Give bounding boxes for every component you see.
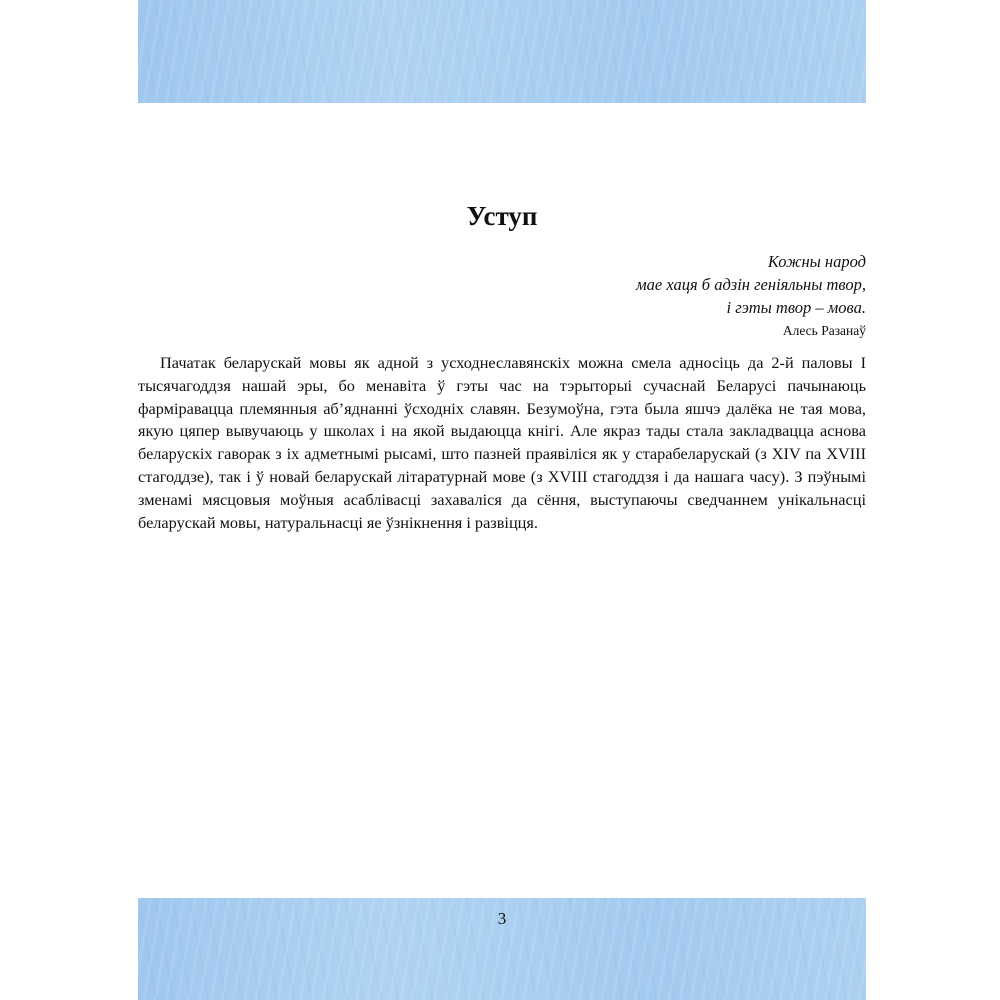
epigraph-line: і гэты твор – мова.: [726, 298, 866, 317]
page: [138, 0, 866, 1000]
top-decorative-band: [138, 0, 866, 103]
page-number: 3: [497, 909, 507, 928]
epigraph-line: мае хаця б адзін геніяльны твор,: [636, 275, 866, 294]
epigraph-author: Алесь Разанаў: [782, 323, 866, 338]
page-title: Уступ: [466, 201, 538, 231]
epigraph: [466, 250, 866, 343]
epigraph-line: Кожны народ: [767, 252, 866, 271]
body-paragraph: Пачатак беларускай мовы як аднoй з усходнеславянскіх можна смела адносіць да 2-й паловы I тысячагоддзя нашай эры, бо менавіта ў гэты час на тэрыторыі сучаснай Беларусі пачынаюць фарміравацца племянныя аб’яднанні ўсходніх славян. Безумоўна, гэта была яшчэ далёка не тая мова, якую цяпер вывучаюць у школах і на якой выдаюцца кнігі. Але якраз тады стала закладвацца аснова беларускіх гаворак з іх адметнымі рысамі, што пазней праявіліся як у старабеларускай (з XIV па XVIII стагоддзе), так і ў новай беларускай літаратурнай мове (з XVIII стагоддзя і да нашага часу). З пэўнымі зменамі мясцовыя моўныя асаблівасці захаваліся да сёння, выступаючы сведчаннем унікальнасці беларускай мовы, натуральнасці яе ўзнікнення і развіцця.: [138, 353, 866, 532]
